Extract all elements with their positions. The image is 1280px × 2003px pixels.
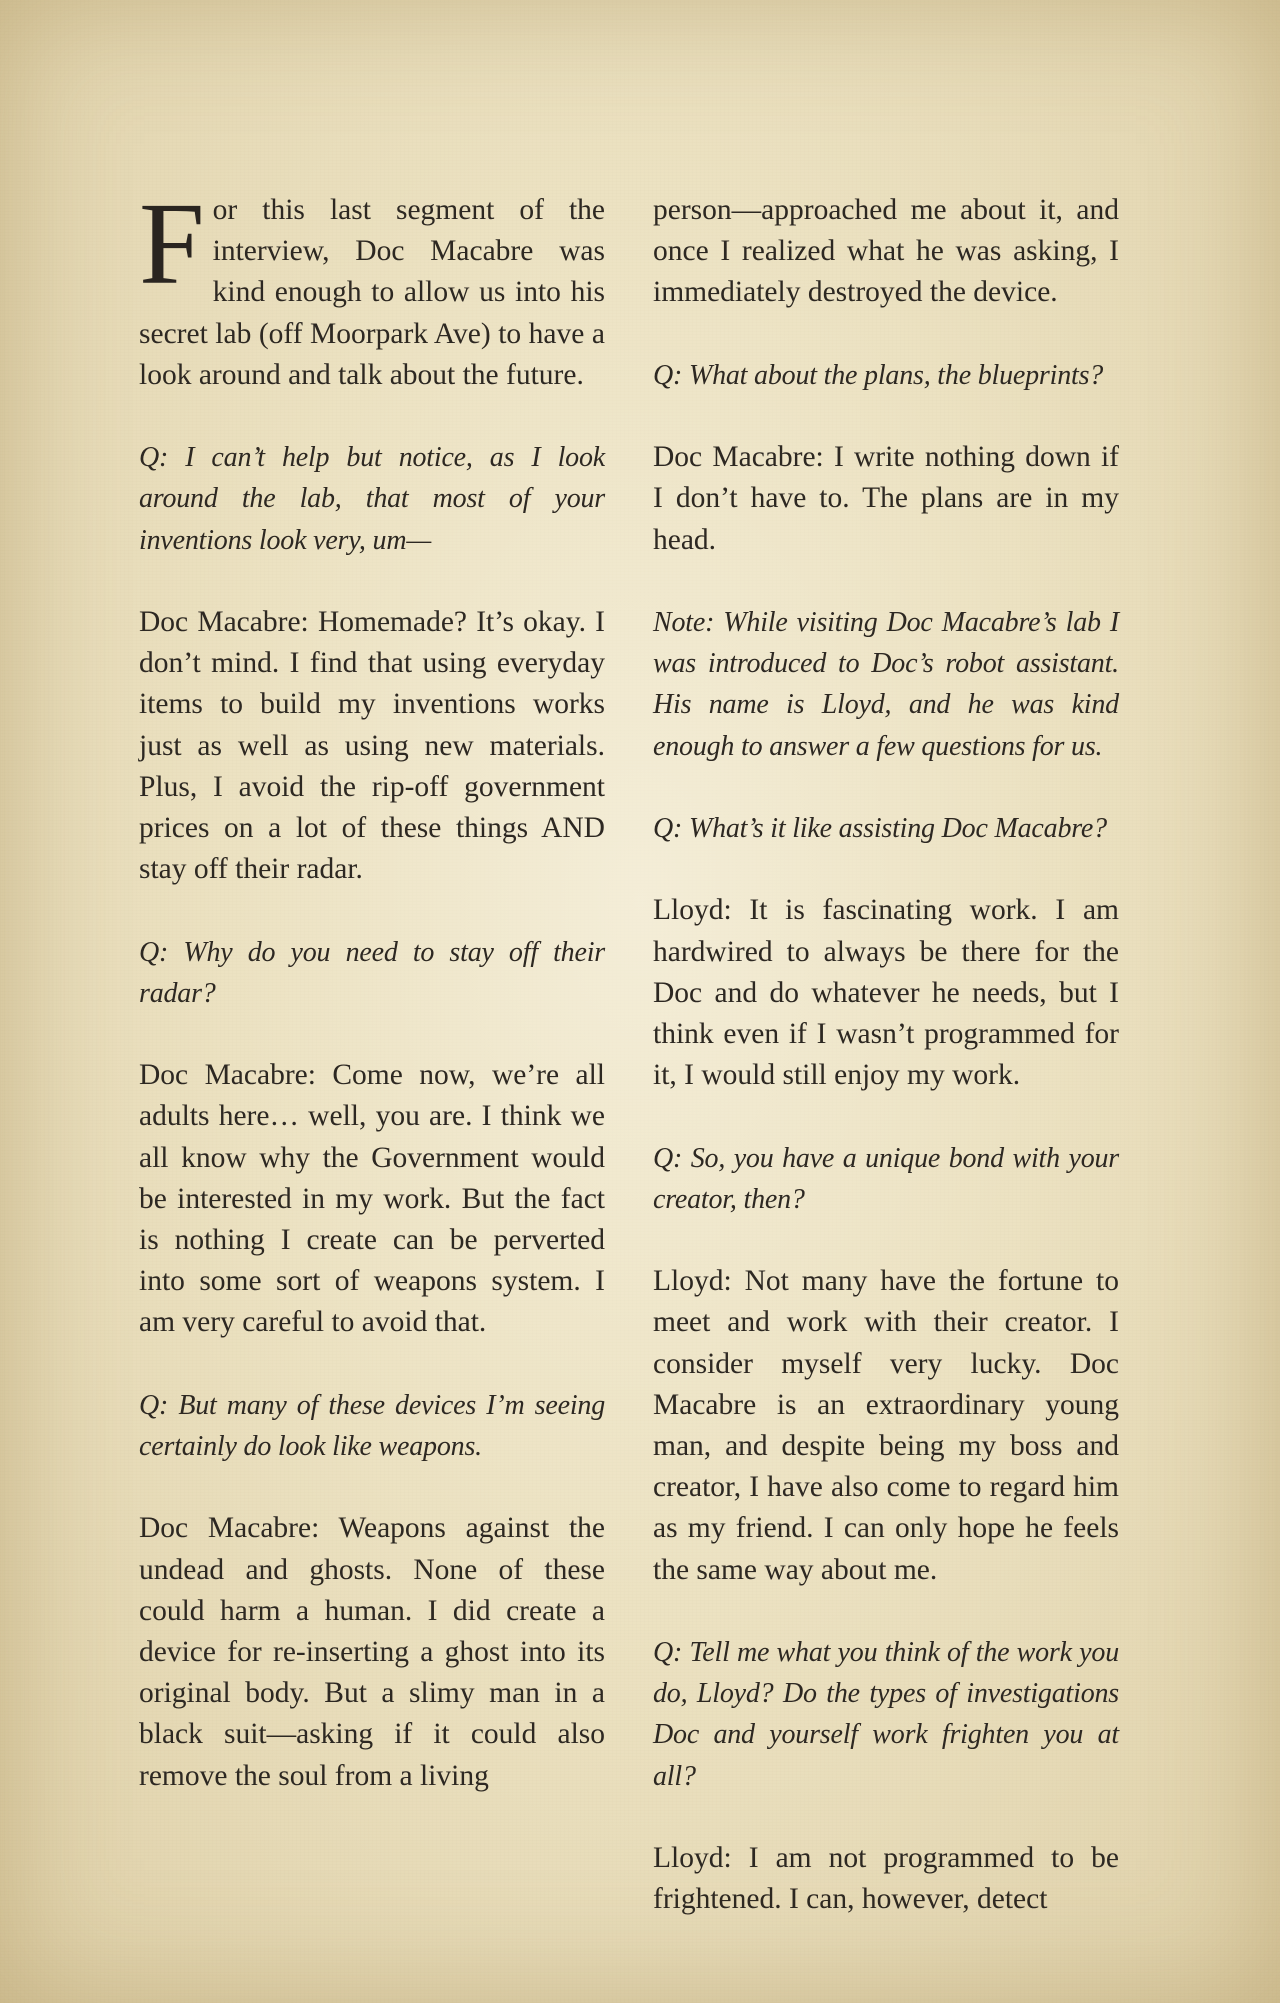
answer-paragraph: Lloyd: I am not programmed to be frightened. I can, however, detect (653, 1841, 1119, 1916)
right-column (653, 190, 1119, 1962)
intro-text: or this last segment of the interview, Doc Macabre was kind enough to allow us into his secret lab (off Moorpark Ave) to have a look around and talk about the future. (139, 194, 605, 391)
answer-paragraph: Doc Macabre: Homemade? It’s okay. I don’t mind. I find that using everyday items to build my inventions works just as well as using new materials. Plus, I avoid the rip-off government prices on a lot of these things AND stay off their radar. (139, 606, 605, 886)
note-paragraph: Note: While visiting Doc Macabre’s lab I was introduced to Doc’s robot assistant. His name is Lloyd, and he was kind enough to answer a few questions for us. (653, 606, 1119, 762)
answer-paragraph: Lloyd: It is fascinating work. I am hardwired to always be there for the Doc and do whatever he needs, but I think even if I wasn’t programmed for it, I would still enjoy my work. (653, 894, 1119, 1092)
answer-paragraph: Doc Macabre: Come now, we’re all adults here… well, you are. I think we all know why the Government would be interested in my work. But the fact is nothing I create can be perverted into some sort of weapons system. I am very careful to avoid that. (139, 1059, 605, 1339)
intro-paragraph (139, 178, 605, 396)
question-paragraph: Q: I can’t help but notice, as I look around the lab, that most of your inventions look very, um— (139, 442, 605, 556)
answer-paragraph: person—approached me about it, and once I realized what he was asking, I immediately destroyed the device. (653, 194, 1119, 309)
question-paragraph: Q: So, you have a unique bond with your creator, then? (653, 1142, 1119, 1215)
question-paragraph: Q: What about the plans, the blueprints? (653, 359, 1104, 391)
question-paragraph: Q: Tell me what you think of the work you do, Lloyd? Do the types of investigations Doc and yourself work frighten you at all? (653, 1636, 1119, 1792)
answer-paragraph: Lloyd: Not many have the fortune to meet and work with their creator. I consider myself very lucky. Doc Macabre is an extraordinary young man, and despite being my boss and creator, I have also come to regard him as my friend. I can only hope he feels the same way about me. (653, 1265, 1119, 1586)
question-paragraph: Q: What’s it like assisting Doc Macabre? (653, 812, 1107, 844)
answer-paragraph: Doc Macabre: I write nothing down if I don’t have to. The plans are in my head. (653, 441, 1119, 556)
drop-cap: F (139, 178, 205, 309)
left-column (139, 178, 605, 1838)
question-paragraph: Q: But many of these devices I’m seeing certainly do look like weapons. (139, 1389, 605, 1463)
answer-paragraph: Doc Macabre: Weapons against the undead and ghosts. None of these could harm a human. I did create a device for re-inserting a ghost into its original body. But a slimy man in a black suit—asking if it could also remove the soul from a living (139, 1512, 605, 1792)
question-paragraph: Q: Why do you need to stay off their radar? (139, 936, 605, 1009)
